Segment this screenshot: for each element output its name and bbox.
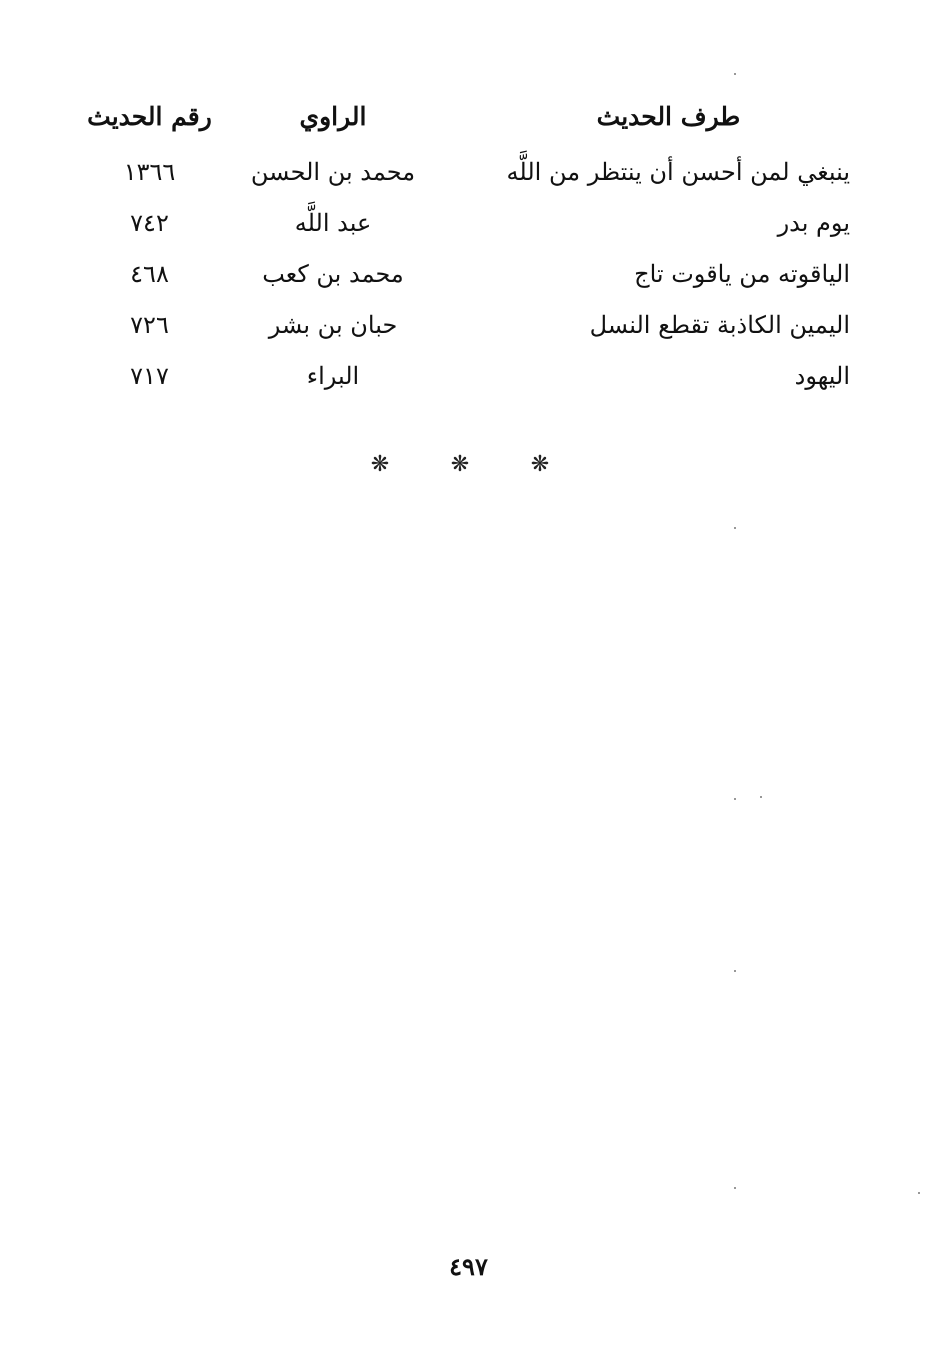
scan-speck bbox=[734, 798, 736, 800]
hadith-number: ٧٤٢ bbox=[130, 208, 169, 237]
table-header-row bbox=[80, 88, 850, 144]
scan-speck bbox=[734, 527, 736, 529]
scan-speck bbox=[760, 796, 762, 798]
hadith-number: ٤٦٨ bbox=[130, 259, 169, 288]
narrator-name: محمد بن الحسن bbox=[250, 157, 416, 186]
section-separator bbox=[360, 452, 560, 477]
asterism-icon: ❋ bbox=[370, 452, 390, 477]
hadith-number: ٧١٧ bbox=[130, 361, 169, 390]
page-number: ٤٩٧ bbox=[449, 1252, 488, 1281]
scan-speck bbox=[734, 1187, 736, 1189]
narrator-name: البراء bbox=[306, 361, 360, 390]
narrator-name: حبان بن بشر bbox=[268, 310, 398, 339]
hadith-text: اليمين الكاذبة تقطع النسل bbox=[589, 310, 850, 339]
hadith-index-table bbox=[80, 88, 850, 401]
scan-speck bbox=[734, 73, 736, 75]
header-hadith: طرف الحديث bbox=[596, 101, 741, 131]
scan-speck bbox=[734, 970, 736, 972]
narrator-name: عبد اللَّه bbox=[294, 208, 372, 237]
hadith-text: ينبغي لمن أحسن أن ينتظر من اللَّه bbox=[506, 157, 850, 186]
header-narrator: الراوي bbox=[299, 101, 367, 131]
hadith-text: الياقوته من ياقوت تاج bbox=[634, 259, 850, 288]
hadith-number: ١٣٦٦ bbox=[123, 157, 176, 186]
narrator-name: محمد بن كعب bbox=[262, 259, 404, 288]
asterism-icon: ❋ bbox=[450, 452, 470, 477]
table-row bbox=[80, 197, 850, 248]
scan-speck bbox=[918, 1192, 920, 1194]
hadith-text: يوم بدر bbox=[777, 208, 850, 237]
hadith-number: ٧٢٦ bbox=[130, 310, 169, 339]
hadith-text: اليهود bbox=[794, 361, 850, 390]
asterism-icon: ❋ bbox=[530, 452, 550, 477]
table-row bbox=[80, 350, 850, 401]
table-row bbox=[80, 299, 850, 350]
table-row bbox=[80, 248, 850, 299]
header-number: رقم الحديث bbox=[87, 101, 212, 131]
table-row bbox=[80, 146, 850, 197]
